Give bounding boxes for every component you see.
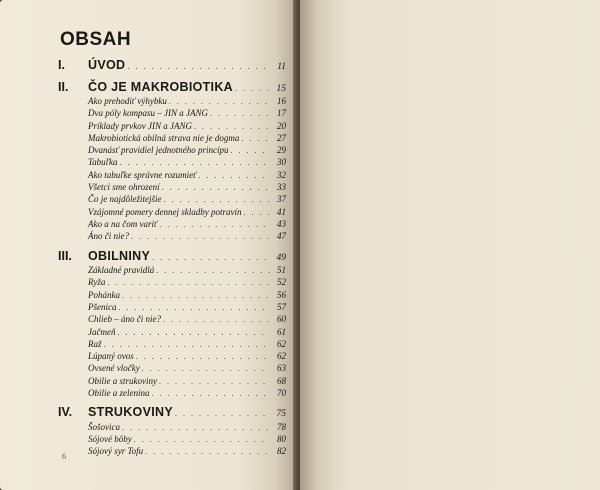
toc-entry-page: 37 — [277, 194, 286, 205]
toc-entry-page: 56 — [277, 289, 286, 300]
toc-entry-title: Ako a na čom variť — [88, 218, 158, 229]
left-page — [0, 0, 297, 490]
dot-leader — [107, 278, 270, 287]
dot-leader — [210, 109, 270, 118]
toc-entry — [58, 96, 286, 108]
toc-entry-title: Ovsené vločky — [88, 363, 140, 374]
toc-entry-page: 63 — [277, 363, 286, 374]
toc-entry — [58, 108, 286, 120]
dot-leader — [231, 146, 270, 155]
toc-entry-page: 47 — [277, 231, 286, 242]
toc-entry-title: Ako prehodiť výhybku — [88, 96, 167, 106]
toc-entry — [58, 339, 286, 351]
chapter-title: ČO JE MAKROBIOTIKA — [88, 79, 233, 94]
toc-entry-title: Lúpaný ovos — [88, 351, 134, 362]
toc-entry-page: 61 — [277, 326, 286, 337]
toc-entry — [58, 327, 286, 339]
toc-entry — [58, 388, 286, 400]
dot-leader — [152, 389, 271, 398]
dot-leader — [164, 195, 271, 204]
dot-leader — [145, 447, 270, 456]
toc-entry-page: 41 — [277, 206, 286, 217]
toc-entry — [58, 363, 286, 375]
toc-entry-page: 68 — [277, 375, 286, 386]
toc-chapter — [58, 80, 286, 97]
chapter-number: IV. — [58, 405, 73, 420]
chapter-page: 75 — [276, 409, 286, 420]
toc-entry-title: Ako tabuľke správne rozumieť — [88, 169, 197, 180]
chapter-title: OBILNINY — [88, 248, 151, 263]
toc-entry-title: Raž — [88, 338, 102, 349]
dot-leader — [162, 183, 270, 192]
toc-entry-title: Šošovica — [88, 421, 120, 432]
toc-heading: OBSAH — [60, 29, 132, 50]
toc-left — [58, 58, 286, 459]
chapter-number: III. — [58, 248, 72, 263]
toc-entry — [58, 277, 286, 289]
toc-entry-page: 30 — [277, 157, 286, 168]
toc-entry — [58, 446, 286, 458]
toc-entry-page: 62 — [277, 338, 286, 349]
toc-entry-page: 17 — [277, 108, 286, 119]
dot-leader — [163, 315, 270, 324]
toc-entry-title: Dvanásť pravidiel jednotného princípu — [88, 145, 229, 156]
dot-leader — [104, 340, 271, 349]
toc-entry-title: Dva póly kompasu – JIN a JANG — [88, 108, 208, 119]
dot-leader — [136, 352, 270, 361]
toc-entry — [58, 219, 286, 231]
toc-entry — [58, 182, 286, 194]
dot-leader — [169, 97, 270, 106]
toc-entry — [58, 265, 286, 277]
dot-leader — [122, 423, 270, 432]
toc-entry-page: 43 — [277, 218, 286, 229]
toc-entry — [58, 121, 286, 133]
chapter-page: 15 — [276, 83, 286, 94]
toc-entry-title: Príklady prvkov JIN a JANG — [88, 120, 192, 131]
toc-entry-title: Vzájomné pomery dennej skladby potravín — [88, 206, 242, 217]
toc-entry-title: Sójové bôby — [88, 434, 132, 445]
toc-entry — [58, 133, 286, 145]
chapter-page: 49 — [276, 252, 286, 263]
toc-entry-page: 20 — [277, 120, 286, 131]
dot-leader — [122, 291, 270, 300]
toc-entry — [58, 422, 286, 434]
dot-leader — [198, 171, 270, 180]
dot-leader — [152, 253, 270, 262]
right-page — [300, 0, 600, 490]
toc-entry-title: Áno či nie? — [88, 231, 129, 242]
toc-entry — [58, 290, 286, 302]
toc-entry — [58, 376, 286, 388]
dot-leader — [159, 377, 270, 386]
toc-entry — [58, 434, 286, 446]
dot-leader — [194, 122, 270, 131]
dot-leader — [134, 435, 270, 444]
dot-leader — [175, 409, 270, 418]
chapter-page: 11 — [277, 62, 286, 72]
toc-entry-page: 82 — [277, 446, 286, 457]
toc-entry-title: Všetci sme ohrození — [88, 182, 160, 193]
chapter-title: ÚVOD — [88, 58, 126, 72]
dot-leader — [119, 158, 270, 167]
dot-leader — [142, 364, 270, 373]
page-number-left: 6 — [62, 452, 66, 461]
toc-entry — [58, 145, 286, 157]
toc-entry — [58, 157, 286, 169]
dot-leader — [131, 232, 270, 241]
dot-leader — [117, 328, 270, 337]
toc-entry-page: 70 — [277, 388, 286, 399]
toc-entry-page: 62 — [277, 351, 286, 362]
toc-entry-page: 52 — [277, 277, 286, 288]
toc-entry — [58, 302, 286, 314]
dot-leader — [156, 266, 270, 275]
toc-entry-page: 51 — [277, 265, 286, 276]
toc-entry-page: 27 — [277, 132, 286, 143]
toc-chapter — [58, 405, 286, 422]
toc-entry-title: Chlieb – áno či nie? — [88, 314, 161, 325]
toc-chapter — [58, 249, 286, 266]
toc-entry-title: Čo je najdôležitejšie — [88, 194, 162, 205]
toc-entry-title: Makrobiotická obilná strava nie je dogma — [88, 132, 240, 143]
toc-entry-page: 32 — [277, 169, 286, 180]
toc-entry-page: 57 — [277, 301, 286, 312]
toc-entry-page: 33 — [277, 182, 286, 193]
toc-entry-title: Pohánka — [88, 289, 120, 300]
toc-entry-title: Obilie a strukoviny — [88, 375, 157, 386]
toc-entry — [58, 207, 286, 219]
dot-leader — [235, 84, 270, 93]
toc-entry-title: Ryža — [88, 277, 106, 288]
dot-leader — [243, 208, 270, 217]
toc-entry — [58, 314, 286, 326]
toc-entry-title: Obilie a zelenina — [88, 388, 150, 399]
toc-chapter — [58, 58, 286, 75]
toc-entry-title: Jačmeň — [88, 326, 116, 337]
toc-entry-title: Pšenica — [88, 301, 117, 312]
toc-entry-title: Tabuľka — [88, 157, 118, 168]
chapter-number: I. — [58, 58, 65, 72]
chapter-title: STRUKOVINY — [88, 405, 173, 420]
toc-entry-title: Sójový syr Tofu — [88, 446, 144, 457]
chapter-number: II. — [58, 79, 69, 94]
toc-entry — [58, 351, 286, 363]
dot-leader — [119, 303, 271, 312]
toc-entry-title: Základné pravidlá — [88, 265, 155, 276]
toc-entry-page: 78 — [277, 421, 286, 432]
toc-entry — [58, 194, 286, 206]
toc-entry-page: 80 — [277, 434, 286, 445]
toc-entry-page: 16 — [277, 96, 286, 106]
toc-entry — [58, 170, 286, 182]
toc-entry — [58, 231, 286, 243]
toc-entry-page: 29 — [277, 145, 286, 156]
dot-leader — [241, 134, 270, 143]
dot-leader — [127, 62, 270, 71]
toc-entry-page: 60 — [277, 314, 286, 325]
dot-leader — [159, 220, 270, 229]
